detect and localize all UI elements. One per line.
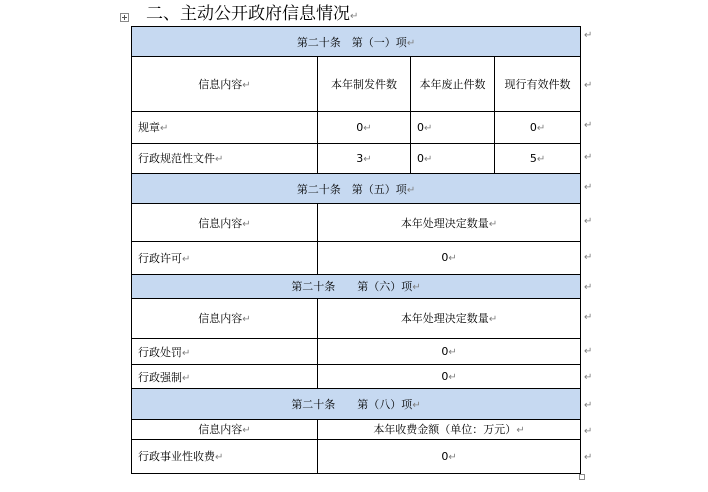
header-cell-amount: 本年收费金额（单位：万元）↵ [318,419,581,439]
value-cell: 3↵ [318,143,411,173]
value-cell: 0↵ [318,111,411,143]
row-end-mark: ↵ [584,312,593,323]
row-label: 行政规范性文件↵ [132,143,318,173]
table-row [132,242,581,274]
row-end-mark: ↵ [584,120,593,131]
table-row [132,365,581,389]
value-cell: 0↵ [318,365,581,389]
value-cell: 0↵ [411,111,495,143]
section-title: 第二十条 第（八）项↵ [132,389,581,419]
table-move-handle[interactable] [120,13,129,22]
header-cell-info: 信息内容↵ [132,419,318,439]
row-label: 行政处罚↵ [132,339,318,365]
header-cell-info: 信息内容↵ [132,298,318,338]
row-end-mark: ↵ [584,252,593,263]
table-row [132,339,581,365]
header-cell-current: 现行有效件数 [495,57,581,111]
row-end-mark: ↵ [584,452,593,463]
row-end-mark: ↵ [584,400,593,411]
row-end-mark: ↵ [584,80,593,91]
row-end-mark: ↵ [584,372,593,383]
row-end-mark: ↵ [584,182,593,193]
paragraph-mark: ↵ [350,11,359,22]
header-cell-count: 本年处理决定数量↵ [318,298,581,338]
section-title: 第二十条 第（六）项↵ [132,274,581,298]
section-heading [146,3,358,28]
row-label: 行政事业性收费↵ [132,439,318,473]
table-row [132,143,581,173]
row-end-mark: ↵ [584,346,593,357]
value-cell: 0↵ [495,111,581,143]
section-title: 第二十条 第（一）项↵ [132,27,581,57]
section-title: 第二十条 第（五）项↵ [132,173,581,203]
header-cell-info: 信息内容↵ [132,57,318,111]
header-cell-new: 本年制发件数 [318,57,411,111]
value-cell: 5↵ [495,143,581,173]
header-cell-count: 本年处理决定数量↵ [318,204,581,242]
value-cell: 0↵ [411,143,495,173]
header-cell-abolished: 本年废止件数 [411,57,495,111]
row-end-mark: ↵ [584,282,593,293]
disclosure-table [131,26,581,474]
table-resize-handle[interactable] [579,474,585,480]
value-cell: 0↵ [318,339,581,365]
table-row [132,111,581,143]
table-row [132,439,581,473]
row-end-mark: ↵ [584,152,593,163]
header-cell-info: 信息内容↵ [132,204,318,242]
row-label: 规章↵ [132,111,318,143]
section-heading-text: 二、主动公开政府信息情况 [146,4,350,24]
row-label: 行政强制↵ [132,365,318,389]
row-end-mark: ↵ [584,426,593,437]
value-cell: 0↵ [318,242,581,274]
row-end-mark: ↵ [584,216,593,227]
value-cell: 0↵ [318,439,581,473]
row-end-mark: ↵ [584,30,593,41]
row-label: 行政许可↵ [132,242,318,274]
